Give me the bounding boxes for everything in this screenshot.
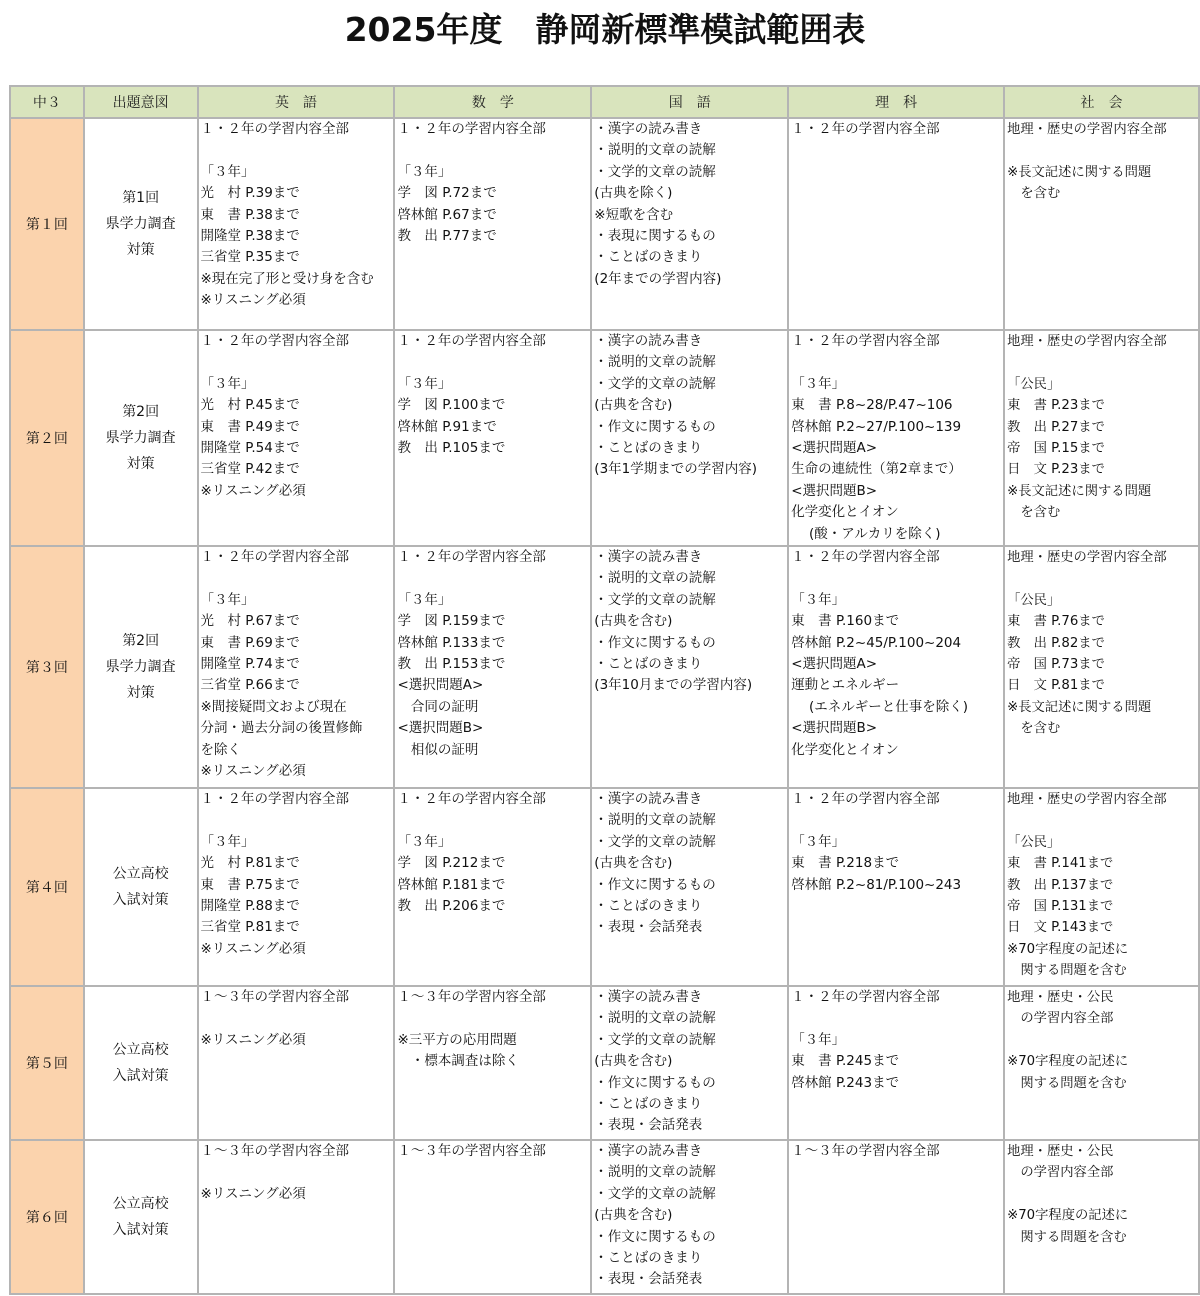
scope-line: ・作文に関するもの <box>594 1228 716 1245</box>
scope-line: を含む <box>1007 186 1061 202</box>
table-row <box>10 788 1199 986</box>
purpose-line: 県学力調査 <box>105 659 176 676</box>
scope-line: 地理・歴史の学習内容全部 <box>1007 334 1167 349</box>
scope-line: １～３年の学習内容全部 <box>791 1143 940 1160</box>
japanese-cell <box>591 330 788 546</box>
scope-line: 地理・歴史の学習内容全部 <box>1007 122 1167 137</box>
scope-line: ・作文に関するもの <box>594 634 716 651</box>
scope-line: 東 書 P.75まで <box>200 876 300 893</box>
scope-line: 教 出 P.82まで <box>1007 635 1105 651</box>
social-cell <box>1004 546 1199 788</box>
purpose-cell <box>84 546 198 788</box>
science-cell <box>788 546 1004 788</box>
scope-line: 開隆堂 P.38まで <box>200 228 300 245</box>
scope-line: 東 書 P.49まで <box>200 418 300 435</box>
table-row <box>10 546 1199 788</box>
japanese-cell <box>591 986 788 1140</box>
scope-line: 東 書 P.23まで <box>1007 398 1105 414</box>
scope-line: ※70字程度の記述に <box>1007 941 1129 957</box>
scope-line: の学習内容全部 <box>1007 1165 1114 1181</box>
scope-line: 啓林館 P.133まで <box>397 634 506 651</box>
purpose-line: 入試対策 <box>112 892 169 909</box>
scope-line: 地理・歴史・公民 <box>1007 990 1114 1006</box>
scope-line: 関する問題を含む <box>1007 1229 1127 1245</box>
japanese-cell <box>591 118 788 330</box>
scope-line: １・２年の学習内容全部 <box>397 791 546 808</box>
scope-line: ※リスニング必須 <box>200 1185 306 1202</box>
scope-line: 啓林館 P.243まで <box>791 1074 900 1091</box>
scope-line: <選択問題A> <box>397 677 484 694</box>
scope-line: 「公民」 <box>1007 834 1061 850</box>
scope-line: ※短歌を含む <box>594 206 674 223</box>
scope-line <box>397 1008 590 1029</box>
scope-line: ※70字程度の記述に <box>1007 1054 1129 1070</box>
scope-line: ・作文に関するもの <box>594 418 716 435</box>
scope-line: 教 出 P.137まで <box>1007 877 1114 893</box>
scope-line <box>1007 140 1198 161</box>
scope-line: (3年10月までの学習内容) <box>594 677 753 694</box>
scope-line: 啓林館 P.2~81/P.100~243 <box>791 876 962 893</box>
scope-line: 三省堂 P.81まで <box>200 919 300 936</box>
scope-line: (2年までの学習内容) <box>594 270 722 287</box>
table-body <box>10 118 1199 1294</box>
english-cell <box>198 1140 395 1294</box>
scope-line: ・漢字の読み書き <box>594 791 703 808</box>
scope-line: ・表現に関するもの <box>594 228 716 245</box>
scope-line: ※三平方の応用問題 <box>397 1031 517 1048</box>
scope-line: ・説明的文章の読解 <box>594 142 716 159</box>
round-cell: 第１回 <box>10 118 84 330</box>
scope-line: ※長文記述に関する問題 <box>1007 483 1152 499</box>
scope-line: 東 書 P.160まで <box>791 613 900 630</box>
scope-line: 日 文 P.23まで <box>1007 462 1105 478</box>
header-english: 英 語 <box>198 86 395 118</box>
purpose-line: 県学力調査 <box>105 216 176 232</box>
scope-line: 光 村 P.45まで <box>200 397 300 414</box>
scope-line: 教 出 P.105まで <box>397 440 506 457</box>
scope-line: 三省堂 P.66まで <box>200 677 300 694</box>
scope-line: ・漢字の読み書き <box>594 1143 703 1160</box>
purpose-line: 第2回 <box>122 404 160 421</box>
scope-line: 東 書 P.218まで <box>791 855 900 872</box>
scope-line: ・ことばのきまり <box>594 249 703 266</box>
scope-line <box>791 1008 1003 1029</box>
scope-line: １・２年の学習内容全部 <box>397 549 546 566</box>
scope-line: 「３年」 <box>397 833 452 850</box>
social-cell <box>1004 986 1199 1140</box>
header-row <box>10 86 1199 118</box>
scope-line: (古典を含む) <box>594 1207 673 1224</box>
scope-line <box>1007 352 1198 373</box>
scope-line: 啓林館 P.67まで <box>397 206 497 223</box>
scope-line: 教 出 P.27まで <box>1007 419 1105 435</box>
purpose-cell <box>84 330 198 546</box>
scope-line: １・２年の学習内容全部 <box>791 791 940 808</box>
scope-line: １・２年の学習内容全部 <box>791 121 940 137</box>
scope-line: 地理・歴史・公民 <box>1007 1144 1114 1160</box>
scope-line <box>1007 1030 1198 1051</box>
math-cell <box>394 986 591 1140</box>
table-row <box>10 1140 1199 1294</box>
scope-line: 開隆堂 P.88まで <box>200 898 300 915</box>
scope-line: 「３年」 <box>791 591 846 608</box>
scope-line: ・ことばのきまり <box>594 1096 703 1113</box>
scope-line: １・２年の学習内容全部 <box>791 989 940 1006</box>
scope-line: 「３年」 <box>397 375 452 392</box>
scope-line <box>201 352 394 373</box>
header-purpose: 出題意図 <box>84 86 198 118</box>
scope-line: ・説明的文章の読解 <box>594 354 716 371</box>
social-cell <box>1004 330 1199 546</box>
scope-line: 化学変化とイオン <box>791 741 899 758</box>
science-cell <box>788 788 1004 986</box>
scope-line: ・説明的文章の読解 <box>594 1164 716 1181</box>
math-cell <box>394 1140 591 1294</box>
scope-line: (酸・アルカリを除く) <box>791 525 941 542</box>
header-grade: 中３ <box>10 86 84 118</box>
scope-line: 東 書 P.141まで <box>1007 856 1114 872</box>
scope-line: ・ことばのきまり <box>594 656 703 673</box>
scope-line: 東 書 P.38まで <box>200 206 300 223</box>
english-cell <box>198 788 395 986</box>
scope-line: ※リスニング必須 <box>200 1031 306 1048</box>
scope-line: 光 村 P.67まで <box>200 613 300 630</box>
scope-line: (古典を含む) <box>594 855 673 872</box>
table-row <box>10 118 1199 330</box>
scope-line: <選択問題A> <box>791 440 878 457</box>
purpose-line: 入試対策 <box>112 1222 169 1239</box>
scope-line: を除く <box>200 741 241 758</box>
scope-line: 東 書 P.8~28/P.47~106 <box>791 397 953 414</box>
scope-line: 東 書 P.245まで <box>791 1053 900 1070</box>
scope-line: ・作文に関するもの <box>594 1074 716 1091</box>
scope-line: 教 出 P.77まで <box>397 228 497 245</box>
scope-line: １・２年の学習内容全部 <box>791 549 940 566</box>
scope-line: １・２年の学習内容全部 <box>200 121 349 137</box>
scope-line: 日 文 P.143まで <box>1007 920 1114 936</box>
scope-line: 「３年」 <box>200 591 255 608</box>
scope-line: 帝 国 P.131まで <box>1007 899 1114 915</box>
scope-line: ・漢字の読み書き <box>594 989 703 1006</box>
scope-line: (古典を含む) <box>594 613 673 630</box>
japanese-cell <box>591 788 788 986</box>
scope-line: <選択問題B> <box>397 720 484 737</box>
math-cell <box>394 330 591 546</box>
scope-line: ・表現・会話発表 <box>594 1271 703 1288</box>
scope-line: 関する問題を含む <box>1007 1075 1127 1091</box>
scope-line: 啓林館 P.91まで <box>397 418 497 435</box>
purpose-cell <box>84 1140 198 1294</box>
science-cell <box>788 330 1004 546</box>
scope-line: ・ことばのきまり <box>594 1250 703 1267</box>
scope-line <box>1007 810 1198 831</box>
scope-line: 「公民」 <box>1007 376 1061 392</box>
math-cell <box>394 546 591 788</box>
scope-line: １・２年の学習内容全部 <box>200 549 349 566</box>
scope-line: 「３年」 <box>791 375 846 392</box>
social-cell <box>1004 1140 1199 1294</box>
scope-line: 帝 国 P.15まで <box>1007 441 1105 457</box>
scope-line: １・２年の学習内容全部 <box>200 791 349 808</box>
social-cell <box>1004 118 1199 330</box>
scope-line <box>201 140 394 161</box>
scope-line: 「３年」 <box>791 1031 846 1048</box>
scope-line <box>201 810 394 831</box>
scope-line: １・２年の学習内容全部 <box>397 121 546 137</box>
scope-line: ・文学的文章の読解 <box>594 163 716 180</box>
purpose-line: 公立高校 <box>112 1042 169 1059</box>
scope-line: 運動とエネルギー <box>791 677 900 694</box>
scope-line <box>201 1162 394 1183</box>
round-cell: 第６回 <box>10 1140 84 1294</box>
scope-line <box>201 1008 394 1029</box>
scope-line: (古典を除く) <box>594 185 673 202</box>
scope-line <box>397 352 590 373</box>
header-japanese: 国 語 <box>591 86 788 118</box>
scope-line: ※長文記述に関する問題 <box>1007 699 1152 715</box>
purpose-line: 公立高校 <box>112 1196 169 1213</box>
scope-line: 帝 国 P.73まで <box>1007 657 1105 673</box>
scope-line: ・ことばのきまり <box>594 898 703 915</box>
header-math: 数 学 <box>394 86 591 118</box>
scope-line: ・漢字の読み書き <box>594 121 703 137</box>
science-cell <box>788 1140 1004 1294</box>
header-social: 社 会 <box>1004 86 1199 118</box>
scope-line: 学 図 P.72まで <box>397 185 497 202</box>
scope-line: <選択問題A> <box>791 656 878 673</box>
scope-line: 啓林館 P.2~45/P.100~204 <box>791 634 962 651</box>
scope-line: 「３年」 <box>200 375 255 392</box>
table-row <box>10 986 1199 1140</box>
purpose-line: 対策 <box>126 242 155 258</box>
scope-line: 「３年」 <box>200 833 255 850</box>
scope-line: 三省堂 P.42まで <box>200 461 300 478</box>
scope-line: ※70字程度の記述に <box>1007 1208 1129 1224</box>
round-cell: 第３回 <box>10 546 84 788</box>
english-cell <box>198 330 395 546</box>
japanese-cell <box>591 1140 788 1294</box>
scope-line: 教 出 P.153まで <box>397 656 506 673</box>
purpose-line: 第2回 <box>122 633 160 650</box>
header-science: 理 科 <box>788 86 1004 118</box>
scope-line: ・ことばのきまり <box>594 440 703 457</box>
scope-line <box>397 568 590 589</box>
scope-line: 学 図 P.100まで <box>397 397 506 414</box>
table-row <box>10 330 1199 546</box>
purpose-line: 公立高校 <box>112 866 169 883</box>
social-cell <box>1004 788 1199 986</box>
scope-line: <選択問題B> <box>791 482 878 499</box>
scope-line: ※現在完了形と受け身を含む <box>200 270 374 287</box>
scope-line: 「３年」 <box>791 833 846 850</box>
math-cell <box>394 788 591 986</box>
scope-line: ※長文記述に関する問題 <box>1007 164 1152 180</box>
scope-line: １・２年の学習内容全部 <box>791 333 940 349</box>
page-title: 2025年度 静岡新標準模試範囲表 <box>344 10 866 49</box>
science-cell <box>788 986 1004 1140</box>
scope-line <box>397 810 590 831</box>
exam-scope-table <box>9 85 1200 1295</box>
purpose-line: 対策 <box>126 456 155 473</box>
scope-line: ※リスニング必須 <box>200 292 306 309</box>
scope-line: 「３年」 <box>397 163 452 180</box>
scope-line: 啓林館 P.2~27/P.100~139 <box>791 418 962 435</box>
scope-line: ・説明的文章の読解 <box>594 570 716 587</box>
scope-line: (エネルギーと仕事を除く) <box>791 698 969 715</box>
scope-line: ・漢字の読み書き <box>594 333 703 349</box>
scope-line: を含む <box>1007 721 1061 737</box>
scope-line: ・文学的文章の読解 <box>594 1185 716 1202</box>
scope-line: ・文学的文章の読解 <box>594 1031 716 1048</box>
scope-line: 生命の連続性（第2章まで） <box>791 461 962 478</box>
scope-line: ・文学的文章の読解 <box>594 375 716 392</box>
english-cell <box>198 546 395 788</box>
scope-line: 学 図 P.159まで <box>397 613 506 630</box>
scope-line: 光 村 P.39まで <box>200 185 300 202</box>
scope-line: ・表現・会話発表 <box>594 919 703 936</box>
scope-line: 開隆堂 P.74まで <box>200 656 300 673</box>
japanese-cell <box>591 546 788 788</box>
scope-line: 三省堂 P.35まで <box>200 249 300 266</box>
scope-line: (3年1学期までの学習内容) <box>594 461 758 478</box>
scope-line: 相似の証明 <box>397 741 479 758</box>
scope-line: １～３年の学習内容全部 <box>397 989 546 1006</box>
scope-line: ・説明的文章の読解 <box>594 812 716 829</box>
purpose-cell <box>84 118 198 330</box>
scope-line: ・漢字の読み書き <box>594 549 703 566</box>
scope-line: (古典を含む) <box>594 397 673 414</box>
scope-line <box>791 568 1003 589</box>
scope-line <box>201 568 394 589</box>
scope-line <box>397 140 590 161</box>
scope-line: 啓林館 P.181まで <box>397 876 506 893</box>
purpose-cell <box>84 986 198 1140</box>
round-cell: 第５回 <box>10 986 84 1140</box>
purpose-line: 第1回 <box>122 190 160 206</box>
scope-line: 地理・歴史の学習内容全部 <box>1007 792 1167 808</box>
scope-line: 「３年」 <box>397 591 452 608</box>
scope-line: ・文学的文章の読解 <box>594 591 716 608</box>
scope-line <box>791 810 1003 831</box>
scope-line: 光 村 P.81まで <box>200 855 300 872</box>
scope-line: 東 書 P.76まで <box>1007 614 1105 630</box>
scope-line: 日 文 P.81まで <box>1007 678 1105 694</box>
purpose-line: 対策 <box>126 685 155 702</box>
scope-line: 合同の証明 <box>397 698 479 715</box>
scope-line: 分詞・過去分詞の後置修飾 <box>200 720 363 737</box>
scope-line: １～３年の学習内容全部 <box>200 989 349 1006</box>
scope-line: １・２年の学習内容全部 <box>200 333 349 349</box>
scope-line: ※リスニング必須 <box>200 482 306 499</box>
scope-line: 学 図 P.212まで <box>397 855 506 872</box>
purpose-cell <box>84 788 198 986</box>
scope-line: １～３年の学習内容全部 <box>397 1143 546 1160</box>
scope-line: ※間接疑問文および現在 <box>200 698 347 715</box>
english-cell <box>198 986 395 1140</box>
purpose-line: 入試対策 <box>112 1068 169 1085</box>
science-cell <box>788 118 1004 330</box>
scope-line <box>1007 1184 1198 1205</box>
scope-line: (古典を含む) <box>594 1053 673 1070</box>
scope-line: ※リスニング必須 <box>200 763 306 780</box>
scope-line: １～３年の学習内容全部 <box>200 1143 349 1160</box>
scope-line: １・２年の学習内容全部 <box>397 333 546 349</box>
scope-line: ・説明的文章の読解 <box>594 1010 716 1027</box>
scope-line <box>791 352 1003 373</box>
english-cell <box>198 118 395 330</box>
round-cell: 第２回 <box>10 330 84 546</box>
scope-line: 東 書 P.69まで <box>200 634 300 651</box>
scope-line: を含む <box>1007 505 1061 521</box>
purpose-line: 県学力調査 <box>105 430 176 447</box>
scope-line: ・文学的文章の読解 <box>594 833 716 850</box>
scope-line: <選択問題B> <box>791 720 878 737</box>
scope-line: の学習内容全部 <box>1007 1011 1114 1027</box>
math-cell <box>394 118 591 330</box>
scope-line: 関する問題を含む <box>1007 963 1127 979</box>
scope-line: 「公民」 <box>1007 592 1061 608</box>
scope-line: 「３年」 <box>200 163 255 180</box>
scope-line: 化学変化とイオン <box>791 504 899 521</box>
scope-line: ・表現・会話発表 <box>594 1117 703 1134</box>
scope-line: ※リスニング必須 <box>200 940 306 957</box>
scope-line: 地理・歴史の学習内容全部 <box>1007 550 1167 566</box>
scope-line <box>1007 568 1198 589</box>
scope-line: 開隆堂 P.54まで <box>200 440 300 457</box>
scope-line: ・標本調査は除く <box>397 1053 519 1070</box>
round-cell: 第４回 <box>10 788 84 986</box>
scope-line: 教 出 P.206まで <box>397 898 506 915</box>
scope-line: ・作文に関するもの <box>594 876 716 893</box>
